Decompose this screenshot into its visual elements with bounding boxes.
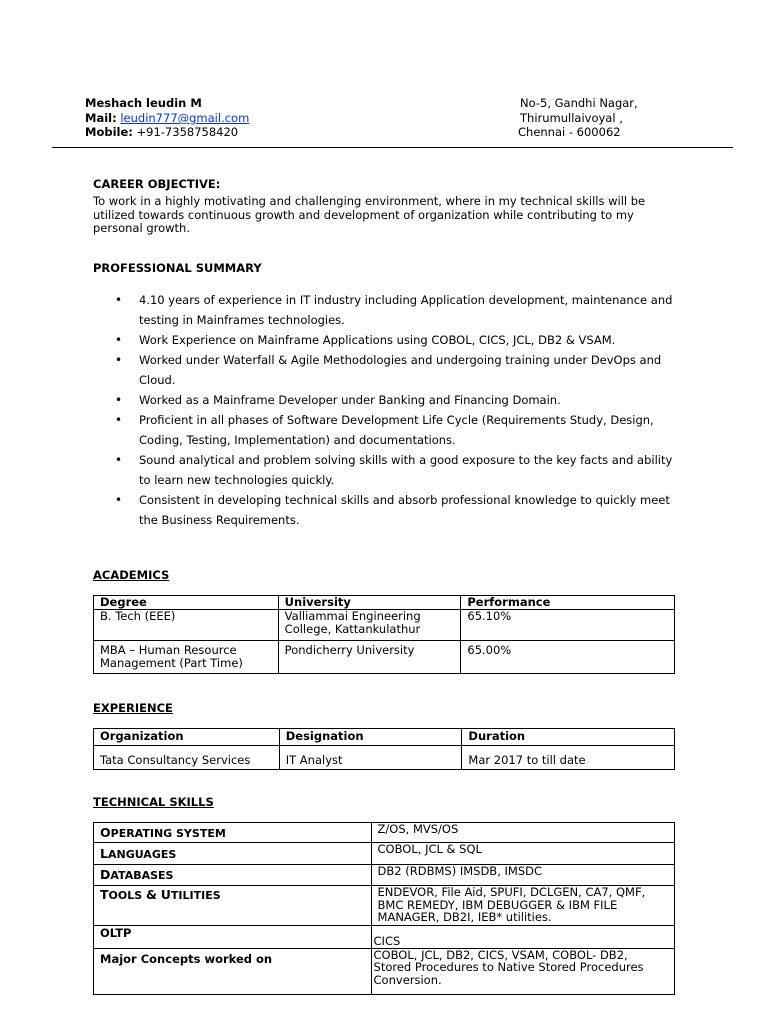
career-line: To work in a highly motivating and challenging environment, where in my technical skills will be <box>93 194 646 208</box>
career-objective-heading: CAREER OBJECTIVE: <box>93 177 221 191</box>
email-link[interactable]: leudin777@gmail.com <box>120 111 250 125</box>
summary-item: • Proficient in all phases of Software Development Life Cycle (Requirements Study, Design, Coding, Testing, Implementation) and documentations. <box>115 410 685 450</box>
table-cell: Mar 2017 to till date <box>462 746 675 770</box>
address-line-3: Chennai - 600062 <box>518 125 621 139</box>
technical-skills-heading: TECHNICAL SKILLS <box>93 795 214 809</box>
table-cell: IT Analyst <box>279 746 462 770</box>
summary-item: • 4.10 years of experience in IT industry including Application development, maintenance and testing in Mainframes technologies. <box>115 290 685 330</box>
summary-item: • Worked under Waterfall & Agile Methodologies and undergoing training under DevOps and Cloud. <box>115 350 685 390</box>
address-line-1: No-5, Gandhi Nagar, <box>520 96 638 110</box>
skill-value: COBOL, JCL & SQL <box>371 843 674 865</box>
column-header: Performance <box>461 596 675 610</box>
professional-summary-heading: PROFESSIONAL SUMMARY <box>93 261 262 275</box>
skill-label: Major Concepts worked on <box>94 948 372 994</box>
table-row <box>94 948 675 994</box>
career-objective-text <box>93 195 673 236</box>
table-cell: MBA – Human Resource Management (Part Time) <box>94 641 279 674</box>
table-cell: 65.00% <box>461 641 675 674</box>
mail-line <box>85 111 249 125</box>
table-header-row <box>94 596 675 610</box>
mail-label: Mail: <box>85 111 117 125</box>
table-cell: Tata Consultancy Services <box>94 746 280 770</box>
column-header: Organization <box>94 729 280 746</box>
skill-value: COBOL, JCL, DB2, CICS, VSAM, COBOL- DB2, Stored Procedures to Native Stored Procedures Conversion. <box>371 948 674 994</box>
summary-list <box>115 290 685 530</box>
skill-label: TOOLS & UTILITIES <box>94 886 372 926</box>
column-header: Designation <box>279 729 462 746</box>
skill-value: CICS <box>371 926 674 949</box>
experience-table <box>93 728 675 770</box>
technical-skills-table <box>93 822 675 995</box>
skill-value: DB2 (RDBMS) IMSDB, IMSDC <box>371 865 674 886</box>
table-row <box>94 926 675 949</box>
summary-item: • Sound analytical and problem solving skills with a good exposure to the key facts and ability to learn new technologies quickly. <box>115 450 685 490</box>
summary-item: • Worked as a Mainframe Developer under Banking and Financing Domain. <box>115 390 685 410</box>
academics-table <box>93 595 675 674</box>
summary-item: • Work Experience on Mainframe Applications using COBOL, CICS, JCL, DB2 & VSAM. <box>115 330 685 350</box>
mobile-line <box>85 125 238 139</box>
academics-heading: ACADEMICS <box>93 568 170 582</box>
table-cell: B. Tech (EEE) <box>94 610 279 641</box>
mobile-number: +91-7358758420 <box>136 125 239 139</box>
experience-heading: EXPERIENCE <box>93 701 173 715</box>
mobile-label: Mobile: <box>85 125 133 139</box>
table-cell: Valliammai Engineering College, Kattankulathur <box>278 610 461 641</box>
skill-label: OPERATING SYSTEM <box>94 823 372 843</box>
skill-value: Z/OS, MVS/OS <box>371 823 674 843</box>
column-header: Duration <box>462 729 675 746</box>
skill-label: LANGUAGES <box>94 843 372 865</box>
table-cell: 65.10% <box>461 610 675 641</box>
address-line-2: Thirumullaivoyal , <box>520 111 623 125</box>
table-cell: Pondicherry University <box>278 641 461 674</box>
header-divider <box>52 147 733 148</box>
skill-value: ENDEVOR, File Aid, SPUFI, DCLGEN, CA7, QMF, BMC REMEDY, IBM DEBUGGER & IBM FILE MANAGER, DB2I, IEB* utilities. <box>371 886 674 926</box>
candidate-name: Meshach leudin M <box>85 96 202 110</box>
skill-label: DATABASES <box>94 865 372 886</box>
table-row <box>94 746 675 770</box>
column-header: Degree <box>94 596 279 610</box>
table-row <box>94 843 675 865</box>
table-row <box>94 823 675 843</box>
table-row <box>94 886 675 926</box>
table-row <box>94 641 675 674</box>
career-line: personal growth. <box>93 221 190 235</box>
skill-label: OLTP <box>94 926 372 949</box>
table-row <box>94 865 675 886</box>
table-header-row <box>94 729 675 746</box>
table-row <box>94 610 675 641</box>
summary-item: • Consistent in developing technical skills and absorb professional knowledge to quickly meet the Business Requirements. <box>115 490 685 530</box>
column-header: University <box>278 596 461 610</box>
career-line: utilized towards continuous growth and development of organization while contributing to my <box>93 207 634 222</box>
